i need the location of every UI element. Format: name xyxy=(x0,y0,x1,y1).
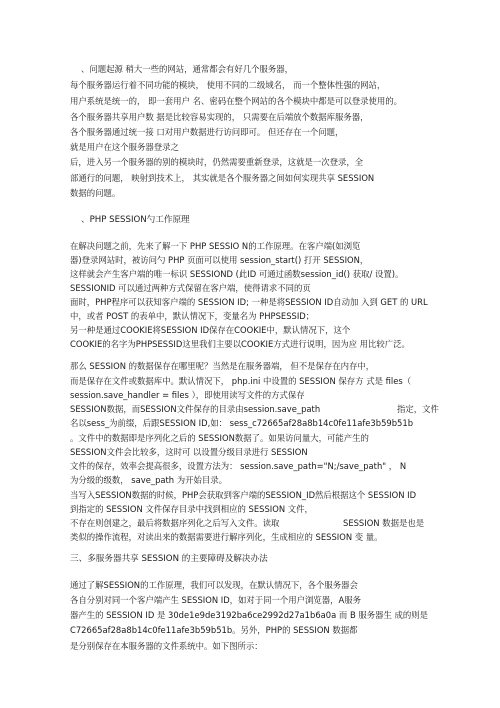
paragraph-line: 在解决问题之前，先来了解一下 PHP SESSIO N的工作原理。在客户端(如浏览 xyxy=(70,241,361,251)
paragraph-line: 每个服务器运行着不同功能的模块， 使用不同的二级域名， 而一个整体性强的网站， xyxy=(70,80,386,90)
paragraph-line: 不存在则创建之，最后将数据序列化之后写入文件。读取 xyxy=(70,518,280,528)
paragraph-line: session.save_handler = files ），即使用读写文件的方式保存 xyxy=(70,390,305,400)
paragraph-line: SESSION文件会比较多，这时可 以设置分级目录进行 SESSION xyxy=(70,447,308,457)
paragraph-line: 名以sess_为前缀，后跟SESSION ID,如： sess_c72665af28a8b14c0fe11afe3b59b51b xyxy=(70,418,414,428)
paragraph-line: 、问题起源 稍大一些的网站，通常都会有好几个服务器， xyxy=(81,64,294,74)
paragraph-line: C72665af28a8b14c0fe11afe3b59b51b。另外，PHP的 SESSION 数据都 xyxy=(70,625,358,635)
paragraph-line: 器产生的 SESSION ID 是 30de1e9de3192ba6ce2992d27a1b6a0a 而 B 服务器生 成的则是 xyxy=(70,610,429,620)
section-heading: 、PHP SESSION勺工作原理 xyxy=(81,215,190,225)
paragraph-line: 面时，PHP程序可以获知客户端的 SESSION ID; 一种是将SESSION ID自动加 入到 GET 的 URL xyxy=(70,297,428,307)
paragraph-line: 中，或者 POST 的表单中，默认情况下，变量名为 PHPSESSID； xyxy=(70,311,315,321)
paragraph-line: 部通行的问题， 映射到技术上， 其实就是各个服务器之间如何实现共享 SESSION xyxy=(70,173,375,183)
paragraph-line: 这样就会产生客户端的唯一标识 SESSIOND (此ID 可通过函数session_id() 获取/ 设置)。 xyxy=(70,269,404,279)
paragraph-line: 各自分别对同一个客户端产生 SESSION ID，如对于同一个用户浏览器，A服务 xyxy=(70,595,362,605)
paragraph-line: 文件的保存，效率会提高很多，设置方法为： session.save_path="N;/save_path" ， N xyxy=(70,461,407,471)
paragraph-line: SESSION数据，而SESSION文件保存的目录由session.save_path xyxy=(70,404,321,414)
paragraph-line: SESSIONID 可以通过两种方式保留在客户端，使得请求不同的页 xyxy=(70,283,311,293)
paragraph-line: 各个服务器共享用户数 据是比较容易实现的， 只需要在后端放个数据库服务器， xyxy=(70,112,369,122)
paragraph-line: 器)登录网站时，被访问勺 PHP 页面可以使用 session_start() 打开 SESSION， xyxy=(70,255,369,265)
paragraph-line: 就是用户在这个服务器登录之 xyxy=(70,142,179,152)
paragraph-line-end: SESSION 数据是也是 xyxy=(343,518,425,528)
paragraph-line: 通过了解SESSION的工作原理，我们可以发现，在默认情况下，各个服务器会 xyxy=(70,580,358,590)
paragraph-line: 是分别保存在本服务器的文件系统中。如下图所示： xyxy=(70,641,263,651)
paragraph-line-end: 指定，文件 xyxy=(397,404,439,414)
paragraph-line: 另一种是通过COOKIE将SESSION ID保存在COOKIE中，默认情况下，这个 xyxy=(70,325,351,335)
paragraph-line: 到指定的 SESSION 文件保存目录中找到相应的 SESSION 文件， xyxy=(70,504,313,514)
paragraph-line: 各个服务器通过统一接 口对用户数据进行访问即可。 但还存在一个问题， xyxy=(70,127,344,137)
paragraph-line: 而是保存在文件或数据库中。默认情况下， php.ini 中设置的 SESSION 保存方 式是 files（ xyxy=(70,376,412,386)
paragraph-line: 类似的操作流程，对读出来的数据需要进行解序列化，生成相应的 SESSION 变 量。 xyxy=(70,532,383,542)
paragraph-line: 数据的问题。 xyxy=(70,188,121,198)
paragraph-line: 用户系统是统一的， 即一套用户 名、密码在整个网站的各个模块中都是可以登录使用的。 xyxy=(70,96,402,106)
paragraph-line: 。文件中的数据即是序列化之后的 SESSION数据了。如果访问量大，可能产生的 xyxy=(70,433,369,443)
paragraph-line: 那么 SESSION 的数据保存在哪里呢？当然是在服务器端， 但不是保存在内存中， xyxy=(70,361,375,371)
paragraph-line: COOKIE的名字为PHPSESSID这里我们主要以COOKIE方式进行说明，因为应 用比较广泛。 xyxy=(70,339,410,349)
paragraph-line: 为分级的级数， save_path 为开始目录。 xyxy=(70,475,228,485)
paragraph-line: 当写入SESSION数据的时候，PHP会获取到客户端的SESSION_ID然后根据这个 SESSION ID xyxy=(70,490,417,500)
paragraph-line: 后，进入另一个服务器的别的模块时，仍然需要重新登录，这就是一次登录，全 xyxy=(70,157,364,167)
section-heading: 三、多服务器共享 SESSION 的主要障碍及解决办法 xyxy=(70,554,268,564)
